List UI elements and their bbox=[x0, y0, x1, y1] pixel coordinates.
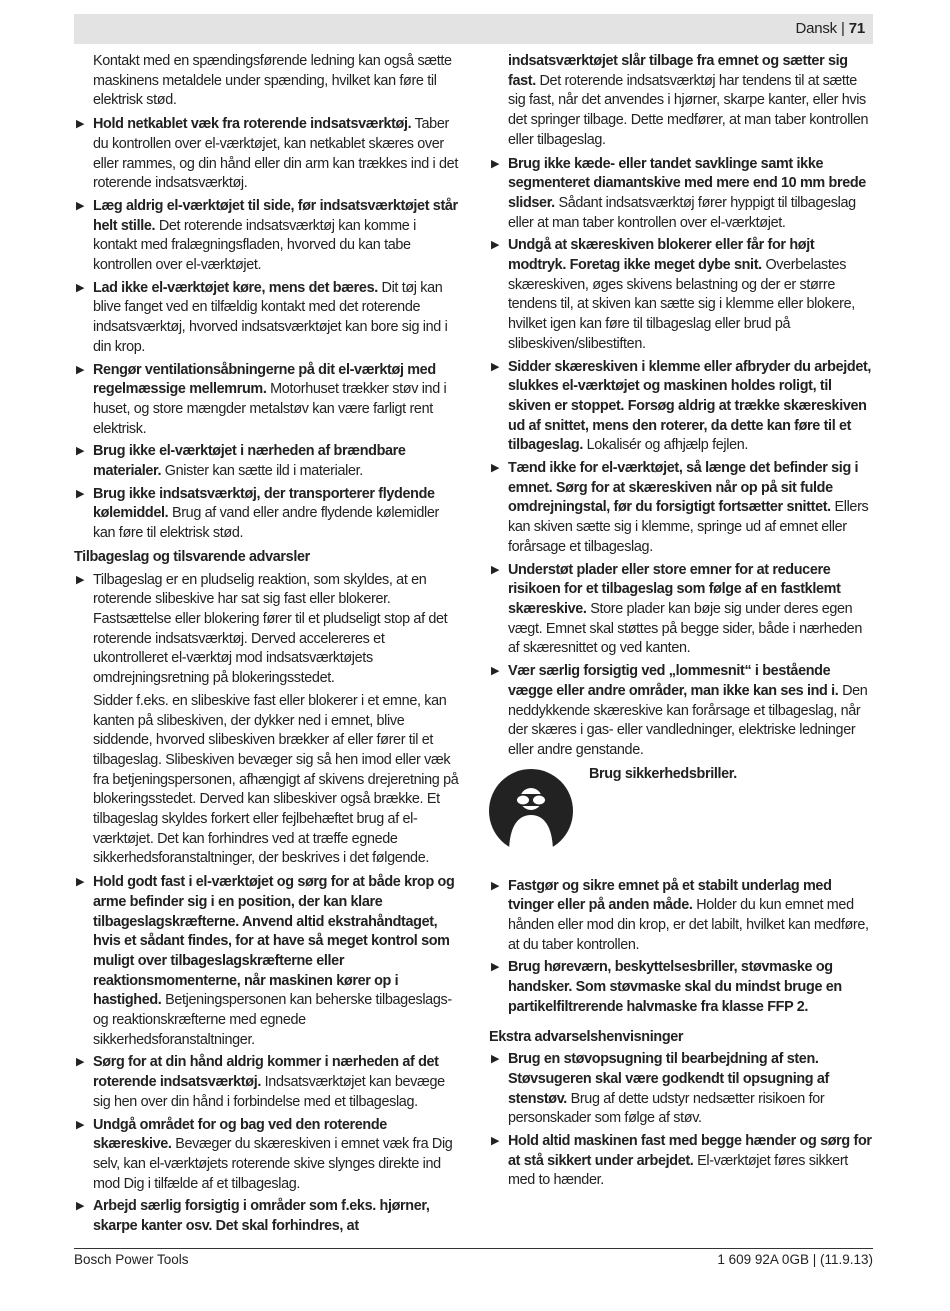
triangle-right-icon: ▶ bbox=[76, 281, 85, 294]
bullet-item: ▶ Tilbageslag er en pludselig reaktion, som skyldes, at en roterende slibeskive har sat sig fast eller blokerer. Fastsættelse eller blokering fører til et pludseligt stop af det roterende indsatsværktøj. Derved accelereres et ukontrolleret el-værktøj mod indsatsværktøjets omdrejningsretning på blokeringsstedet. bbox=[76, 571, 448, 687]
bullet-item: ▶ Brug ikke indsatsværktøj, der transporterer flydende kølemiddel. Brug af vand eller andre flydende kølemidler kan føre til elektrisk stød. bbox=[76, 485, 439, 542]
footer-brand: Bosch Power Tools bbox=[74, 1252, 189, 1267]
section-heading: Tilbageslag og tilsvarende advarsler bbox=[74, 548, 310, 565]
triangle-right-icon: ▶ bbox=[491, 1135, 500, 1148]
left-column bbox=[74, 52, 460, 1240]
safety-goggles-icon bbox=[489, 769, 573, 853]
bullet-item: ▶ Lad ikke el-værktøjet køre, mens det bæres. Dit tøj kan blive fanget ved en tilfældig kontakt med det roterende indsatsværktøj, hvorved indsatsværktøjet kan bore sig ind i din krop. bbox=[76, 279, 448, 355]
bullet-item: ▶ Fastgør og sikre emnet på et stabilt underlag med tvinger eller på anden måde. Holder du kun emnet med hånden eller mod din krop, er det labilt, hvilket kan medføre, at du taber kontrollen. bbox=[491, 877, 869, 953]
triangle-right-icon: ▶ bbox=[76, 199, 85, 212]
bullet-item: ▶ Brug ikke kæde- eller tandet savklinge samt ikke segmenteret diamantskive med mere end 10 mm brede slidser. Sådant indsatsværktøj fører hyppigt til tilbageslag eller at man taber kontrollen over el-værktøjet. bbox=[491, 155, 866, 231]
bullet-item: ▶ Arbejd særlig forsigtig i områder som f.eks. hjørner, skarpe kanter osv. Det skal forhindres, at bbox=[76, 1198, 430, 1235]
page-number: 71 bbox=[848, 20, 865, 37]
bullet-item: ▶ Vær særlig forsigtig ved „lommesnit“ i bestående vægge eller andre områder, man ikke kan ses ind i. Den neddykkende skæreskive kan forårsage et tilbageslag, når der skæres i gas- eller vandledninger, elektriske ledninger eller andre genstande. bbox=[491, 663, 868, 758]
triangle-right-icon: ▶ bbox=[491, 360, 500, 373]
safety-symbol-block bbox=[489, 765, 873, 873]
triangle-right-icon: ▶ bbox=[76, 573, 85, 586]
bullet-item: ▶ Hold netkablet væk fra roterende indsatsværktøj. Taber du kontrollen over el-værktøjet, kan netkablet skæres over eller rammes, og din hånd eller din arm kan trækkes ind i det roterende indsatsværktøj. bbox=[76, 116, 458, 192]
bullet-item: ▶ Sørg for at din hånd aldrig kommer i nærheden af det roterende indsatsværktøj. Indsatsværktøjet kan bevæge sig hen over din hånd i forbindelse med et tilbageslag. bbox=[76, 1054, 445, 1110]
triangle-right-icon: ▶ bbox=[76, 363, 85, 376]
paragraph: Kontakt med en spændingsførende ledning kan også sætte maskinens metaldele under spænding, hvilket kan føre til elektrisk stød. bbox=[93, 53, 452, 109]
triangle-right-icon: ▶ bbox=[491, 563, 500, 576]
right-column bbox=[489, 52, 873, 1194]
bullet-item: ▶ Læg aldrig el-værktøjet til side, før indsatsværktøjet står helt stille. Det roterende indsatsværktøj kan komme i kontakt med fralægningsfladen, hvorved du kan tabe kontrollen over el-værktøjet. bbox=[76, 197, 458, 274]
bullet-item: ▶ Undgå at skæreskiven blokerer eller får for højt modtryk. Foretag ikke meget dybe snit. Overbelastes skæreskiven, øges skivens belastning og der er større tendens til, at skiven kan sætte sig i klemme eller blokere, hvilket igen kan føre til tilbageslag eller brud på slibeskiven/slibestiften. bbox=[491, 237, 855, 352]
page-header: Dansk | 71 bbox=[74, 14, 873, 44]
triangle-right-icon: ▶ bbox=[491, 462, 500, 475]
triangle-right-icon: ▶ bbox=[491, 961, 500, 974]
bullet-item: ▶ Tænd ikke for el-værktøjet, så længe det befinder sig i emnet. Sørg for at skæreskiven når op på sit fulde omdrejningstal, før du forsigtigt fortsætter snittet. Ellers kan skiven sætte sig i klemme, springe ud af emnet eller forårsage et tilbageslag. bbox=[491, 460, 869, 555]
bullet-item: ▶ Undgå området for og bag ved den roterende skæreskive. Bevæger du skæreskiven i emnet væk fra Dig selv, kan el-værktøjets roterende skive slynges direkte ind mod Dig i tilfælde af et tilbageslag. bbox=[76, 1116, 453, 1192]
bullet-item: ▶ Sidder skæreskiven i klemme eller afbryder du arbejdet, slukkes el-værktøjet og maskinen holdes roligt, til skiven er stoppet. Forsøg aldrig at trække skæreskiven ud af snittet, mens den roterer, da dette kan føre til et tilbageslag. Lokalisér og afhjælp fejlen. bbox=[491, 358, 872, 454]
triangle-right-icon: ▶ bbox=[491, 665, 500, 678]
triangle-right-icon: ▶ bbox=[491, 1053, 500, 1066]
triangle-right-icon: ▶ bbox=[76, 1056, 85, 1069]
safety-goggles-label: Brug sikkerhedsbriller. bbox=[589, 765, 737, 782]
footer-divider bbox=[74, 1248, 873, 1249]
triangle-right-icon: ▶ bbox=[491, 157, 500, 170]
bullet-item: ▶ Brug ikke el-værktøjet i nærheden af brændbare materialer. Gnister kan sætte ild i materialer. bbox=[76, 443, 406, 480]
triangle-right-icon: ▶ bbox=[76, 876, 85, 889]
bullet-item: ▶ Brug høreværn, beskyttelsesbriller, støvmaske og handsker. Som støvmaske skal du mindst bruge en partikelfiltrerende halvmaske fra klasse FFP 2. bbox=[491, 959, 842, 1015]
footer-doc-id: 1 609 92A 0GB | (11.9.13) bbox=[717, 1252, 873, 1267]
bullet-item: ▶ Rengør ventilationsåbningerne på dit el-værktøj med regelmæssige mellemrum. Motorhuset trækker støv ind i huset, og store mængder metalstøv kan være farligt rent elektrisk. bbox=[76, 361, 447, 437]
bullet-item: ▶ Hold altid maskinen fast med begge hænder og sørg for at stå sikkert under arbejdet. El-værktøjet føres sikkert med to hænder. bbox=[491, 1133, 872, 1189]
paragraph: indsatsværktøjet slår tilbage fra emnet og sætter sig fast. Det roterende indsatsværktøj har tendens til at sætte sig fast, når det anvendes i hjørner, skarpe kanter, eller hvis det springer tilbage. Dette medfører, at man taber kontrollen eller tilbageslag. bbox=[508, 53, 869, 148]
bullet-item: ▶ Hold godt fast i el-værktøjet og sørg for at både krop og arme befinder sig i en position, der kan klare tilbageslagskræfterne. Anvend altid ekstrahåndtaget, hvis et sådant findes, for at have så meget kontrol som muligt over tilbageslagskræfterne eller reaktionsmomenterne, når maskinen kører op i hastighed. Betjeningspersonen kan beherske tilbageslags- og reaktionskræfterne med egnede sikkerhedsforanstaltninger. bbox=[76, 874, 455, 1048]
triangle-right-icon: ▶ bbox=[76, 487, 85, 500]
triangle-right-icon: ▶ bbox=[76, 118, 85, 131]
bullet-item: ▶ Brug en støvopsugning til bearbejdning af sten. Støvsugeren skal være godkendt til opsugning af stenstøv. Brug af dette udstyr nedsætter risikoen for personskader som følge af støv. bbox=[491, 1051, 829, 1127]
triangle-right-icon: ▶ bbox=[76, 1118, 85, 1131]
triangle-right-icon: ▶ bbox=[491, 239, 500, 252]
paragraph: Sidder f.eks. en slibeskive fast eller blokerer i et emne, kan kanten på slibeskiven, der dykker ned i emnet, blive siddende, hvorved slibeskiven brækker af eller fører til et tilbageslag. Slibeskiven bevæger sig så hen imod eller væk fra betjeningspersonen, afhængigt af skivens drejeretning på blokeringsstedet. Derved kan slibeskiver også brække. Et tilbageslag skyldes forkert eller fejlbehæftet brug af el-værktøjet. Det kan forhindres ved at træffe egnede sikkerhedsforanstaltninger, der beskrives i det følgende. bbox=[93, 692, 459, 867]
triangle-right-icon: ▶ bbox=[491, 879, 500, 892]
bullet-item: ▶ Understøt plader eller store emner for at reducere risikoen for et tilbageslag som følge af en fastklemt skæreskive. Store plader kan bøje sig under deres egen vægt. Emnet skal støttes på begge sider, både i nærheden af skæresnittet og ved kanten. bbox=[491, 561, 862, 657]
triangle-right-icon: ▶ bbox=[76, 445, 85, 458]
triangle-right-icon: ▶ bbox=[76, 1200, 85, 1213]
section-heading: Ekstra advarselshenvisninger bbox=[489, 1028, 684, 1045]
header-language: Dansk bbox=[795, 20, 837, 37]
